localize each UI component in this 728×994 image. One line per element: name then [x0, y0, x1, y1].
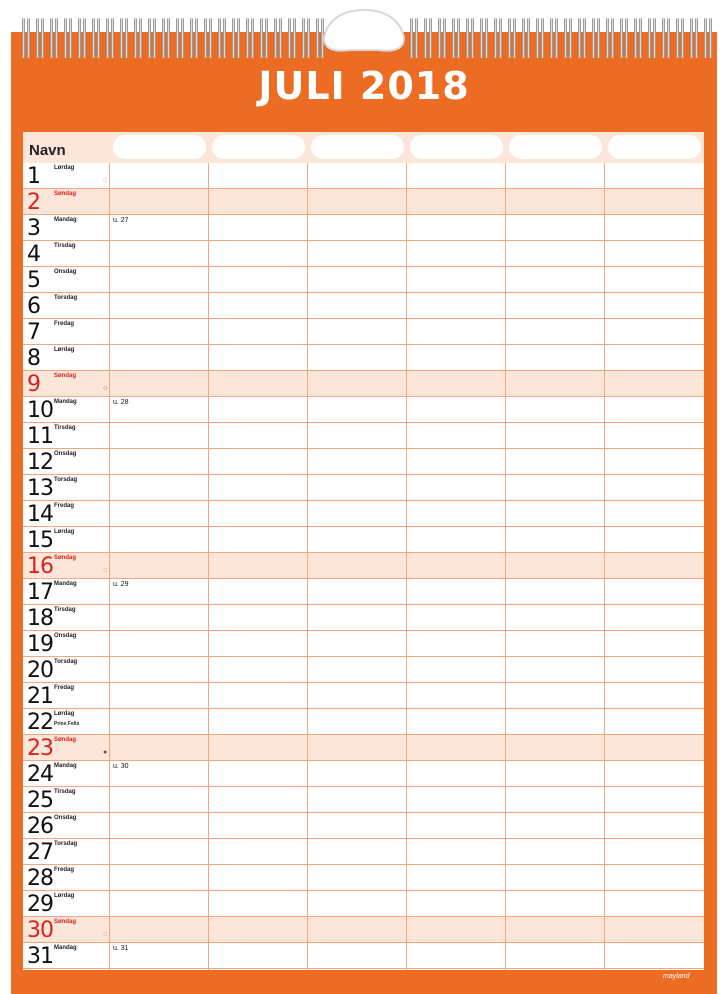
day-row [23, 267, 704, 293]
day-row [23, 657, 704, 683]
name-label: Navn [29, 142, 66, 159]
weekday-name: Søndag [54, 373, 76, 379]
day-number: 2 [27, 190, 40, 215]
spiral-ring [709, 18, 712, 58]
spiral-ring [162, 18, 165, 58]
spiral-ring [22, 18, 25, 58]
weekday-name: Lørdag [54, 893, 75, 899]
weekday-name: Søndag [54, 919, 76, 925]
week-number: u. 31 [113, 945, 129, 952]
day-row [23, 917, 704, 943]
day-number: 17 [27, 580, 53, 605]
spiral-ring [41, 18, 44, 58]
spiral-ring [288, 18, 291, 58]
name-field-5[interactable] [509, 135, 602, 159]
day-number: 12 [27, 450, 53, 475]
spiral-ring [485, 18, 488, 58]
spiral-ring [265, 18, 268, 58]
spiral-ring [690, 18, 693, 58]
spiral-ring [452, 18, 455, 58]
weekday-name: Lørdag [54, 711, 75, 717]
spiral-ring [106, 18, 109, 58]
day-number: 14 [27, 502, 53, 527]
spiral-ring [676, 18, 679, 58]
day-number: 16 [27, 554, 53, 579]
name-field-1[interactable] [113, 135, 206, 159]
spiral-ring [36, 18, 39, 58]
day-row [23, 423, 704, 449]
day-number: 22 [27, 710, 53, 735]
spiral-ring [64, 18, 67, 58]
day-number: 1 [27, 164, 40, 189]
day-number: 11 [27, 424, 53, 449]
day-number: 9 [27, 372, 40, 397]
weekday-name: Torsdag [54, 659, 78, 665]
day-number: 31 [27, 944, 53, 969]
column-divider [406, 163, 407, 970]
spiral-ring [471, 18, 474, 58]
weekday-name: Mandag [54, 763, 77, 769]
day-number: 10 [27, 398, 53, 423]
spiral-ring [195, 18, 198, 58]
holiday-note: Prins Felix [54, 721, 80, 727]
day-row [23, 553, 704, 579]
weekday-name: Onsdag [54, 815, 77, 821]
moon-phase-icon: ◌ [103, 567, 108, 574]
day-number: 3 [27, 216, 40, 241]
spiral-ring [293, 18, 296, 58]
spiral-ring [209, 18, 212, 58]
calendar-grid [23, 132, 704, 970]
spiral-ring [27, 18, 30, 58]
day-row [23, 605, 704, 631]
spiral-ring [597, 18, 600, 58]
weekday-name: Mandag [54, 217, 77, 223]
column-divider [307, 163, 308, 970]
spiral-ring [153, 18, 156, 58]
spiral-ring [148, 18, 151, 58]
spiral-ring [513, 18, 516, 58]
weekday-name: Mandag [54, 581, 77, 587]
day-row [23, 839, 704, 865]
day-number: 23 [27, 736, 53, 761]
day-row [23, 709, 704, 735]
name-field-6[interactable] [608, 135, 701, 159]
weekday-name: Søndag [54, 555, 76, 561]
spiral-ring [443, 18, 446, 58]
day-number: 29 [27, 892, 53, 917]
spiral-ring [415, 18, 418, 58]
moon-phase-icon: ◌ [103, 931, 108, 938]
spiral-ring [555, 18, 558, 58]
name-header-row [23, 132, 704, 163]
spiral-ring [50, 18, 53, 58]
weekday-name: Lørdag [54, 529, 75, 535]
spiral-ring [260, 18, 263, 58]
spiral-ring [176, 18, 179, 58]
week-number: u. 29 [113, 581, 129, 588]
weekday-name: Onsdag [54, 451, 77, 457]
spiral-ring [69, 18, 72, 58]
spiral-ring [246, 18, 249, 58]
day-row [23, 501, 704, 527]
spiral-ring [704, 18, 707, 58]
spiral-ring [279, 18, 282, 58]
day-number: 21 [27, 684, 53, 709]
week-number: u. 30 [113, 763, 129, 770]
day-row [23, 371, 704, 397]
day-row [23, 449, 704, 475]
column-divider [505, 163, 506, 970]
day-number: 6 [27, 294, 40, 319]
spiral-ring [550, 18, 553, 58]
weekday-name: Tirsdag [54, 607, 76, 613]
spiral-ring [251, 18, 254, 58]
day-row [23, 943, 704, 969]
week-number: u. 28 [113, 399, 129, 406]
day-row [23, 397, 704, 423]
spiral-ring [639, 18, 642, 58]
weekday-name: Tirsdag [54, 789, 76, 795]
day-row [23, 241, 704, 267]
spiral-ring [237, 18, 240, 58]
day-row [23, 579, 704, 605]
day-number: 18 [27, 606, 53, 631]
spiral-ring [620, 18, 623, 58]
day-row [23, 475, 704, 501]
spiral-ring [606, 18, 609, 58]
day-number: 24 [27, 762, 53, 787]
weekday-name: Onsdag [54, 633, 77, 639]
spiral-ring [457, 18, 460, 58]
spiral-ring [536, 18, 539, 58]
spiral-ring [181, 18, 184, 58]
day-row [23, 163, 704, 189]
spiral-ring [120, 18, 123, 58]
weekday-name: Søndag [54, 737, 76, 743]
hanger-icon [318, 6, 410, 56]
weekday-name: Fredag [54, 867, 75, 873]
spiral-ring [583, 18, 586, 58]
spiral-ring [466, 18, 469, 58]
day-number: 27 [27, 840, 53, 865]
name-field-2[interactable] [212, 135, 305, 159]
weekday-name: Torsdag [54, 841, 78, 847]
name-field-4[interactable] [410, 135, 503, 159]
day-row [23, 293, 704, 319]
day-row [23, 735, 704, 761]
spiral-ring [307, 18, 310, 58]
spiral-ring [55, 18, 58, 58]
weekday-name: Fredag [54, 321, 75, 327]
spiral-ring [429, 18, 432, 58]
moon-phase-icon: ● [103, 749, 108, 756]
spiral-ring [494, 18, 497, 58]
spiral-ring [541, 18, 544, 58]
day-row [23, 683, 704, 709]
spiral-ring [190, 18, 193, 58]
moon-phase-icon: ○ [103, 385, 108, 392]
spiral-ring [274, 18, 277, 58]
day-row [23, 813, 704, 839]
spiral-ring [667, 18, 670, 58]
day-row [23, 631, 704, 657]
weekday-name: Onsdag [54, 269, 77, 275]
moon-phase-icon: ◌ [103, 177, 108, 184]
day-number: 15 [27, 528, 53, 553]
spiral-ring [527, 18, 530, 58]
spiral-ring [564, 18, 567, 58]
spiral-ring [125, 18, 128, 58]
spiral-ring [653, 18, 656, 58]
spiral-ring [302, 18, 305, 58]
spiral-ring [681, 18, 684, 58]
day-number: 5 [27, 268, 40, 293]
day-number: 20 [27, 658, 53, 683]
spiral-ring [424, 18, 427, 58]
day-number: 7 [27, 320, 40, 345]
day-row [23, 865, 704, 891]
weekday-name: Torsdag [54, 295, 78, 301]
spiral-ring [569, 18, 572, 58]
day-row [23, 527, 704, 553]
spiral-ring [97, 18, 100, 58]
spiral-ring [662, 18, 665, 58]
spiral-ring [167, 18, 170, 58]
weekday-name: Tirsdag [54, 425, 76, 431]
column-divider [604, 163, 605, 970]
day-row [23, 891, 704, 917]
spiral-ring [83, 18, 86, 58]
day-row [23, 189, 704, 215]
spiral-ring [111, 18, 114, 58]
spiral-ring [522, 18, 525, 58]
day-number: 13 [27, 476, 53, 501]
spiral-ring [218, 18, 221, 58]
spiral-ring [78, 18, 81, 58]
spiral-ring [648, 18, 651, 58]
spiral-ring [592, 18, 595, 58]
spiral-ring [223, 18, 226, 58]
weekday-name: Fredag [54, 503, 75, 509]
spiral-ring [499, 18, 502, 58]
day-row [23, 319, 704, 345]
day-number: 19 [27, 632, 53, 657]
spiral-ring [139, 18, 142, 58]
name-field-3[interactable] [311, 135, 404, 159]
spiral-ring [134, 18, 137, 58]
weekday-name: Mandag [54, 945, 77, 951]
week-number: u. 27 [113, 217, 129, 224]
spiral-ring [611, 18, 614, 58]
day-number: 4 [27, 242, 40, 267]
spiral-ring [438, 18, 441, 58]
spiral-ring [92, 18, 95, 58]
column-divider [109, 163, 110, 970]
column-divider [208, 163, 209, 970]
weekday-name: Søndag [54, 191, 76, 197]
day-number: 26 [27, 814, 53, 839]
day-number: 25 [27, 788, 53, 813]
spiral-ring [578, 18, 581, 58]
day-number: 30 [27, 918, 53, 943]
weekday-name: Torsdag [54, 477, 78, 483]
spiral-ring [204, 18, 207, 58]
day-number: 8 [27, 346, 40, 371]
weekday-name: Mandag [54, 399, 77, 405]
spiral-ring [232, 18, 235, 58]
spiral-ring [634, 18, 637, 58]
spiral-ring [410, 18, 413, 58]
day-row [23, 345, 704, 371]
spiral-ring [480, 18, 483, 58]
spiral-ring [695, 18, 698, 58]
weekday-name: Lørdag [54, 347, 75, 353]
brand-logo: mayland [663, 973, 690, 980]
day-number: 28 [27, 866, 53, 891]
day-row [23, 215, 704, 241]
calendar-title: JULI 2018 [258, 64, 470, 108]
weekday-name: Lørdag [54, 165, 75, 171]
spiral-ring [625, 18, 628, 58]
day-row [23, 787, 704, 813]
spiral-ring [508, 18, 511, 58]
weekday-name: Tirsdag [54, 243, 76, 249]
weekday-name: Fredag [54, 685, 75, 691]
day-row [23, 761, 704, 787]
